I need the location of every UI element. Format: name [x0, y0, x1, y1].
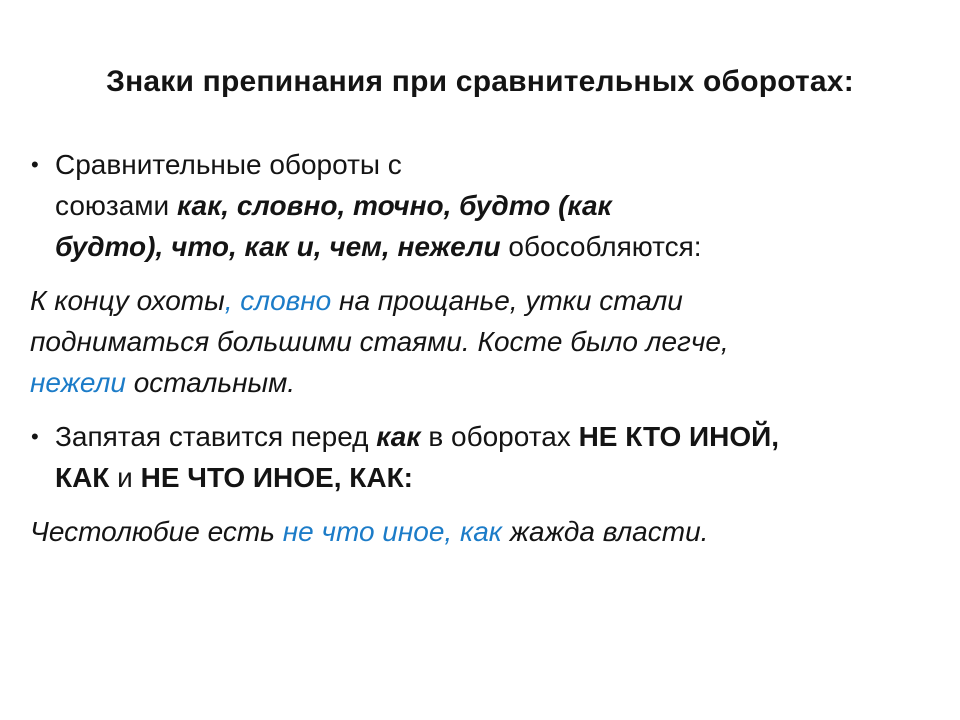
bullet-icon: •	[31, 152, 39, 177]
text-run: Честолюбие есть	[30, 516, 283, 547]
text-run-emphasis: КАК	[55, 462, 110, 493]
text-run: обособляются:	[500, 231, 702, 262]
example-sentence-1	[30, 280, 922, 403]
text-run: на прощанье, утки стали	[331, 285, 683, 316]
slide-title: Знаки препинания при сравнительных оборотах:	[106, 65, 854, 98]
text-run-emphasis: как	[376, 421, 421, 452]
text-run: в оборотах	[420, 421, 579, 452]
text-line	[55, 226, 922, 267]
text-run: Запятая ставится перед	[55, 421, 377, 452]
text-run: союзами	[55, 190, 177, 221]
text-run-emphasis: НЕ КТО ИНОЙ,	[578, 421, 780, 452]
text-run-highlight: , словно	[224, 285, 332, 316]
bullet-item-rule-1	[30, 144, 922, 267]
text-line	[55, 185, 922, 226]
text-line	[55, 457, 922, 498]
text-line	[30, 511, 922, 552]
text-line	[30, 280, 922, 321]
text-run-emphasis: как, словно, точно, будто (как	[176, 190, 612, 221]
text-run-highlight: не что иное, как	[282, 516, 502, 547]
bullet-item-rule-2	[30, 416, 922, 498]
slide-content	[30, 144, 922, 552]
text-run: подниматься большими стаями. Косте было легче,	[30, 326, 729, 357]
text-run: остальным.	[125, 367, 296, 398]
text-line	[55, 144, 922, 185]
text-run: жажда власти.	[502, 516, 709, 547]
example-sentence-2	[30, 511, 922, 552]
text-run: Сравнительные обороты с	[55, 149, 402, 180]
text-run-emphasis: будто), что, как и, чем, нежели	[55, 231, 501, 262]
text-line	[30, 362, 922, 403]
text-line	[30, 321, 922, 362]
bullet-icon: •	[31, 424, 39, 449]
text-run-highlight: нежели	[30, 367, 126, 398]
text-line	[55, 416, 922, 457]
text-run: К концу охоты	[30, 285, 225, 316]
text-run-emphasis: НЕ ЧТО ИНОЕ, КАК:	[140, 462, 414, 493]
text-run: и	[109, 462, 141, 493]
